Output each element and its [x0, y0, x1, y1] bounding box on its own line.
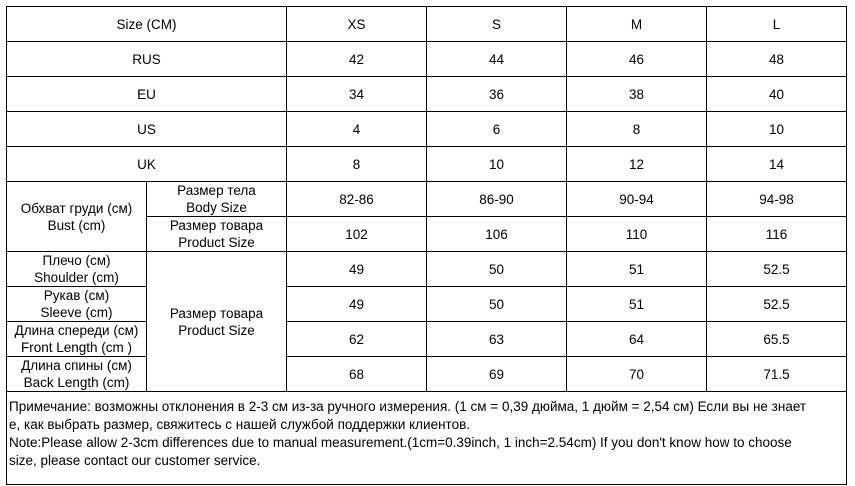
row-label-bust — [7, 182, 147, 252]
sleeve-label-en: Sleeve (cm) — [40, 305, 113, 320]
table-row-shoulder — [7, 252, 847, 287]
size-chart — [6, 6, 847, 485]
table-row-sleeve — [7, 287, 847, 322]
header-size-xs: XS — [287, 7, 427, 42]
sub-label-product-size-group — [147, 252, 287, 392]
note-en-line2: size, please contact our customer service. — [9, 453, 261, 468]
table-cell: 36 — [427, 77, 567, 112]
row-label-eu: EU — [7, 77, 287, 112]
product-size-group-label-en: Product Size — [178, 322, 255, 338]
table-cell: 116 — [707, 217, 847, 252]
table-row-eu — [7, 77, 847, 112]
table-cell: 14 — [707, 147, 847, 182]
bust-label-ru: Обхват груди (см) — [20, 200, 133, 216]
header-row — [7, 7, 847, 42]
table-cell: 34 — [287, 77, 427, 112]
table-cell: 63 — [427, 322, 567, 357]
table-cell: 71.5 — [707, 357, 847, 392]
product-size-group-label-ru: Размер товара — [169, 305, 264, 321]
sleeve-label-ru: Рукав (см) — [43, 288, 110, 303]
table-cell: 68 — [287, 357, 427, 392]
front-length-label-en: Front Length (cm ) — [20, 340, 133, 355]
table-cell: 4 — [287, 112, 427, 147]
header-size-l: L — [707, 7, 847, 42]
table-cell: 48 — [707, 42, 847, 77]
table-row-back-length — [7, 357, 847, 392]
table-row-uk — [7, 147, 847, 182]
product-size-label-en: Product Size — [178, 235, 255, 250]
table-cell: 42 — [287, 42, 427, 77]
table-cell: 52.5 — [707, 287, 847, 322]
table-cell: 65.5 — [707, 322, 847, 357]
table-cell: 10 — [707, 112, 847, 147]
back-length-label-ru: Длина спины (см) — [21, 358, 132, 373]
row-label-sleeve — [7, 287, 147, 322]
table-cell: 50 — [427, 252, 567, 287]
table-cell: 86-90 — [427, 182, 567, 217]
row-label-front-length — [7, 322, 147, 357]
note-ru-line2: е, как выбрать размер, свяжитесь с нашей службой поддержки клиентов. — [9, 417, 471, 432]
note-en-line1: Note:Please allow 2-3cm differences due to manual measurement.(1cm=0.39inch, 1 inch=2.54cm) If you don't know how to choose — [9, 435, 792, 450]
table-cell: 51 — [567, 252, 707, 287]
table-cell: 106 — [427, 217, 567, 252]
table-cell: 82-86 — [287, 182, 427, 217]
note-row — [7, 392, 847, 485]
note-ru-line1: Примечание: возможны отклонения в 2-3 см из-за ручного измерения. (1 см = 0,39 дюйма, 1 дюйм = 2,54 см) Если вы не знает — [9, 399, 807, 414]
table-cell: 44 — [427, 42, 567, 77]
table-cell: 52.5 — [707, 252, 847, 287]
table-cell: 8 — [567, 112, 707, 147]
table-cell: 40 — [707, 77, 847, 112]
table-row-front-length — [7, 322, 847, 357]
table-cell: 12 — [567, 147, 707, 182]
bust-label-en: Bust (cm) — [47, 217, 106, 233]
table-cell: 8 — [287, 147, 427, 182]
row-label-us: US — [7, 112, 287, 147]
table-cell: 110 — [567, 217, 707, 252]
table-row-rus — [7, 42, 847, 77]
front-length-label-ru: Длина спереди (см) — [14, 323, 139, 338]
sub-label-product-size — [147, 217, 287, 252]
table-cell: 90-94 — [567, 182, 707, 217]
table-cell: 38 — [567, 77, 707, 112]
shoulder-label-ru: Плечо (см) — [42, 253, 111, 268]
row-label-rus: RUS — [7, 42, 287, 77]
table-cell: 64 — [567, 322, 707, 357]
table-cell: 94-98 — [707, 182, 847, 217]
row-label-back-length — [7, 357, 147, 392]
table-row-bust-body — [7, 182, 847, 217]
size-table — [6, 6, 847, 485]
body-size-label-en: Body Size — [186, 200, 247, 215]
body-size-label-ru: Размер тела — [177, 183, 256, 198]
row-label-uk: UK — [7, 147, 287, 182]
table-cell: 50 — [427, 287, 567, 322]
row-label-shoulder — [7, 252, 147, 287]
table-cell: 69 — [427, 357, 567, 392]
table-cell: 46 — [567, 42, 707, 77]
product-size-label-ru: Размер товара — [169, 218, 264, 233]
table-cell: 6 — [427, 112, 567, 147]
shoulder-label-en: Shoulder (cm) — [34, 270, 119, 285]
table-cell: 49 — [287, 252, 427, 287]
sub-label-body-size — [147, 182, 287, 217]
table-cell: 51 — [567, 287, 707, 322]
header-size-s: S — [427, 7, 567, 42]
header-size-label: Size (CM) — [7, 7, 287, 42]
table-cell: 10 — [427, 147, 567, 182]
table-cell: 62 — [287, 322, 427, 357]
table-cell: 70 — [567, 357, 707, 392]
note-cell — [7, 392, 847, 485]
back-length-label-en: Back Length (cm) — [23, 375, 130, 390]
table-row-us — [7, 112, 847, 147]
table-cell: 49 — [287, 287, 427, 322]
table-cell: 102 — [287, 217, 427, 252]
header-size-m: M — [567, 7, 707, 42]
